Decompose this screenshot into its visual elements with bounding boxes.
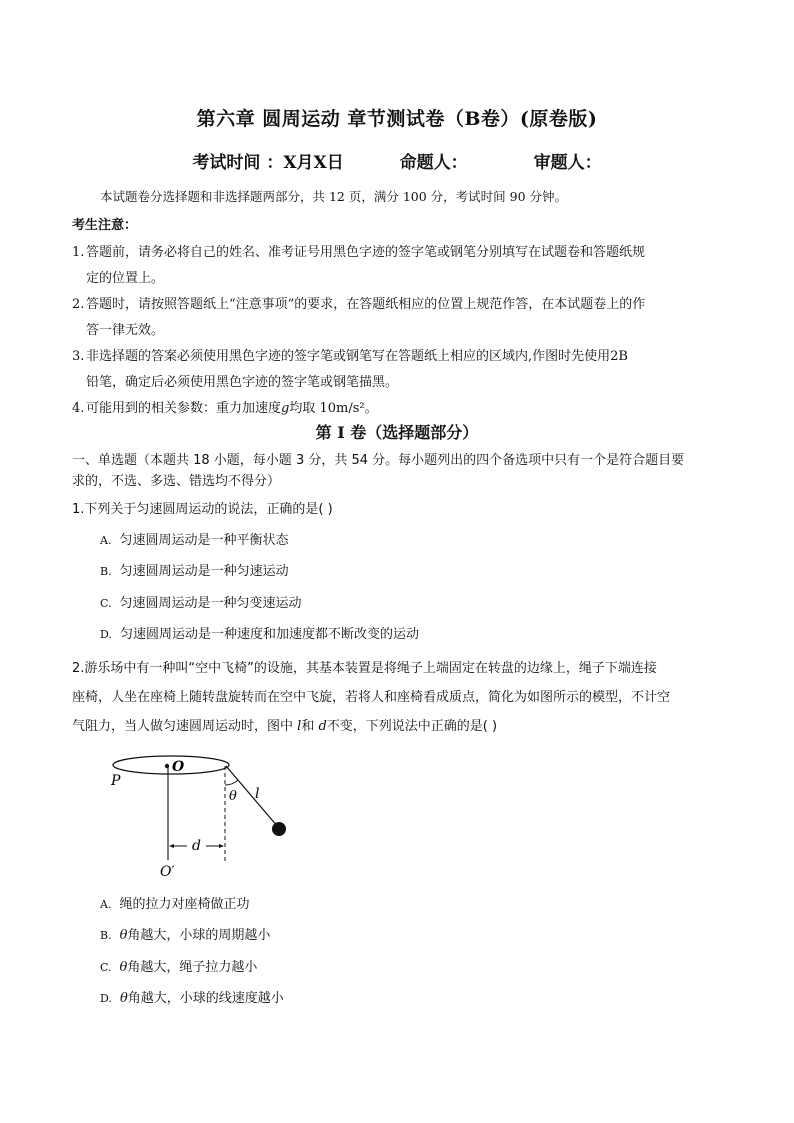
notice-heading: 考生注意：: [72, 218, 138, 233]
section-heading: 第 I 卷（选择题部分）: [315, 423, 479, 442]
notice-item: 3. 非选择题的答案必须使用黑色字迹的签字笔或钢笔写在答题纸上相应的区域内,作图时先使用2B 铅笔，确定后必须使用黑色字迹的签字笔或钢笔描黑。: [72, 349, 628, 390]
q1-option-c: C. 匀速圆周运动是一种匀变速运动: [100, 596, 302, 611]
label-l: l: [255, 786, 260, 802]
exam-time: 考试时间 ：X月X日: [192, 153, 344, 173]
notice-item: 1. 答题前，请务必将自己的姓名、准考证号用黑色字迹的签字笔或钢笔分别填写在试题卷和答题纸规 定的位置上。: [72, 245, 646, 286]
label-o-prime: O′: [160, 864, 175, 880]
q2-option-d: D. θ角越大，小球的线速度越小: [100, 991, 284, 1006]
section-instructions: 一、单选题（本题共 18 小题，每小题 3 分，共 54 分。每小题列出的四个备选项中只有一个是符合题目要 求的，不选、多选、错选均不得分）: [72, 453, 685, 489]
label-d: d: [192, 838, 201, 854]
reviewer-label: 审题人：: [533, 153, 602, 173]
exam-meta: [0, 148, 794, 173]
q2-option-b: B. θ角越大，小球的周期越小: [100, 928, 271, 943]
q1-option-a: A. 匀速圆周运动是一种平衡状态: [100, 533, 289, 548]
label-theta: θ: [229, 789, 237, 804]
setter-label: 命题人：: [399, 153, 468, 173]
gravity-symbol: g: [281, 401, 290, 416]
notice-list: [72, 240, 726, 422]
q1-option-d: D. 匀速圆周运动是一种速度和加速度都不断改变的运动: [100, 627, 419, 642]
label-o: O: [172, 759, 185, 775]
notice-item: 4. 可能用到的相关参数：重力加速度g均取 10m/s²。: [72, 401, 378, 416]
q2-option-c: C. θ角越大，绳子拉力越小: [100, 960, 258, 975]
intro-text: 本试题卷分选择题和非选择题两部分，共 12 页，满分 100 分，考试时间 90 分钟。: [100, 189, 568, 204]
question-1-stem: 1.下列关于匀速圆周运动的说法，正确的是( ): [72, 502, 333, 517]
label-p: P: [111, 773, 121, 789]
q2-option-a: A. 绳的拉力对座椅做正功: [100, 897, 250, 912]
question-2-stem: 2.游乐场中有一种叫“空中飞椅”的设施，其基本装置是将绳子上端固定在转盘的边缘上，绳子下端连接 座椅，人坐在座椅上随转盘旋转而在空中飞旋，若将人和座椅看成质点，简化为如图所示的模型，不计空 气阻力，当人做匀速圆周运动时，图中 l和 d不变，下列说法中正确的是( ): [72, 661, 671, 734]
page-title: 第六章 圆周运动 章节测试卷（B卷）(原卷版): [196, 108, 598, 130]
flying-chair-diagram: [100, 745, 300, 880]
notice-item: 2. 答题时，请按照答题纸上“注意事项”的要求，在答题纸相应的位置上规范作答，在本试题卷上的作 答一律无效。: [72, 297, 646, 338]
q1-option-b: B. 匀速圆周运动是一种匀速运动: [100, 564, 289, 579]
